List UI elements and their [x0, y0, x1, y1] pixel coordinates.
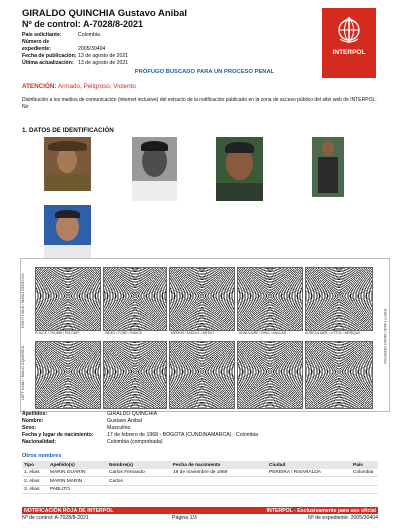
table-cell	[171, 477, 267, 485]
notice-line1: NOTIFICACIÓN	[331, 62, 367, 68]
footer-bar	[22, 507, 378, 514]
detail-value: Masculino	[107, 425, 131, 431]
logo-word: INTERPOL	[332, 49, 366, 56]
detail-label: Nacionalidad:	[22, 439, 57, 445]
table-row	[22, 469, 378, 477]
distribution-note: Distribución a los medios de comunicación (internet inclusive) del extracto de la notificación publicado en la zona de acceso público del sitio web de INTERPOL: No	[22, 97, 377, 110]
finger-label-thumb: POUCE / THUMB / PULGAR	[35, 331, 79, 335]
col-header: Ciudad	[267, 461, 351, 469]
meta-label: Última actualización:	[22, 60, 74, 66]
photo-1	[44, 137, 91, 191]
wanted-person-name: GIRALDO QUINCHIA Gustavo Anibal	[22, 8, 188, 19]
col-header: Apellido(s)	[48, 461, 107, 469]
photo-4	[312, 137, 344, 197]
fingerprint-right-index	[103, 267, 167, 331]
table-row	[22, 485, 378, 493]
warning-label: ATENCIÓN:	[22, 83, 57, 90]
fingerprint-left-middle	[169, 341, 235, 409]
meta-value: Colombia	[78, 32, 100, 38]
aliases-table	[22, 461, 378, 494]
row1-label: RIGHT HAND / MANO DERECHA	[21, 273, 25, 329]
footer-left: NOTIFICACIÓN ROJA DE INTERPOL	[24, 507, 114, 514]
warning-text: Armado, Peligroso, Violento	[57, 83, 136, 90]
meta-value: 13 de agosto de 2021	[78, 53, 129, 59]
fingerprint-left-thumb	[35, 341, 101, 409]
control-number: Nº de control: A-7028/8-2021	[22, 19, 143, 29]
fingerprint-right-little	[305, 267, 373, 331]
detail-value: GIRALDO QUINCHIA	[107, 411, 158, 417]
table-cell	[171, 485, 267, 493]
meta-label: Número de expediente:	[22, 39, 51, 52]
table-cell	[267, 477, 351, 485]
table-cell	[267, 485, 351, 493]
photo-3	[216, 137, 263, 201]
right-side-label: RIGHT HAND / MANO DERECHA	[383, 308, 387, 364]
section-title: 1. DATOS DE IDENTIFICACIÓN	[22, 127, 114, 134]
meta-block	[22, 32, 128, 67]
meta-label: País solicitante:	[22, 32, 62, 38]
table-cell: 3. Alias	[22, 485, 48, 493]
fingerprint-right-thumb	[35, 267, 101, 331]
footer-page: Página 1/3	[172, 515, 197, 521]
finger-label-little: AURICULAIRE / LITTLE / MEÑIQUE	[305, 331, 361, 335]
table-cell: 19 de noviembre de 1969	[171, 469, 267, 477]
table-cell	[107, 485, 171, 493]
col-header: Fecha de nacimiento	[171, 461, 267, 469]
table-cell: Colombia	[351, 469, 378, 477]
detail-value: 17 de febrero de 1968 - BOGOTA (CUNDINAMARCA) - Colombia	[107, 432, 258, 438]
meta-value: 13 de agosto de 2021	[78, 60, 129, 66]
footer-file: Nº de expediente: 2005/30404	[308, 515, 378, 521]
fingerprint-left-ring	[237, 341, 303, 409]
finger-label-ring: ANNULAIRE / RING / ANULAR	[239, 331, 287, 335]
footer-control: Nº de control: A-7028/8-2021	[22, 515, 89, 521]
fingerprint-left-little	[305, 341, 373, 409]
notice-line2: ROJA	[342, 68, 356, 74]
table-header-row	[22, 461, 378, 469]
photo-2	[132, 137, 177, 201]
detail-label: Nombre:	[22, 418, 44, 424]
table-cell: PABLITO	[48, 485, 107, 493]
table-cell: PEREIRA / RISARALDA	[267, 469, 351, 477]
table-cell	[351, 477, 378, 485]
table-cell: 1. Alias	[22, 469, 48, 477]
fingerprint-right-ring	[237, 267, 303, 331]
fingerprint-left-index	[103, 341, 167, 409]
detail-value: Gustavo Anibal	[107, 418, 142, 424]
footer-right: INTERPOL - Exclusivamente para uso oficial	[266, 507, 376, 514]
meta-value: 2005/30404	[78, 46, 106, 52]
row2-label: LEFT HAND / MANO IZQUIERDA	[21, 345, 25, 401]
col-header: Tipo	[22, 461, 48, 469]
other-names-title: Otros nombres	[22, 453, 62, 459]
table-cell	[351, 485, 378, 493]
table-cell: Carlos	[107, 477, 171, 485]
table-cell: MARIN MARIN	[48, 477, 107, 485]
table-cell: Carlos Fernando	[107, 469, 171, 477]
col-header: País	[351, 461, 378, 469]
photo-5	[44, 205, 91, 259]
detail-label: Fecha y lugar de nacimiento:	[22, 432, 94, 438]
detail-label: Sexo:	[22, 425, 37, 431]
warning-line	[22, 83, 136, 90]
fingerprint-right-middle	[169, 267, 235, 331]
detail-value: Colombia (comprobada)	[107, 439, 163, 445]
fingerprint-card	[20, 258, 390, 412]
meta-label: Fecha de publicación:	[22, 53, 77, 59]
subtitle: PRÓFUGO BUSCADO PARA UN PROCESO PENAL	[134, 69, 275, 75]
detail-label: Apellidos:	[22, 411, 48, 417]
table-cell: 2. Alias	[22, 477, 48, 485]
col-header: Nombre(s)	[107, 461, 171, 469]
footer-info	[22, 515, 378, 522]
table-row	[22, 477, 378, 485]
identity-details	[22, 411, 258, 446]
table-cell: MARIN GUARIN	[48, 469, 107, 477]
finger-label-middle: MEDIUS / MIDDLE / MEDIO	[171, 331, 214, 335]
finger-label-index: INDEX / FORE / ÍNDICE	[105, 331, 142, 335]
interpol-globe-icon	[334, 15, 364, 45]
